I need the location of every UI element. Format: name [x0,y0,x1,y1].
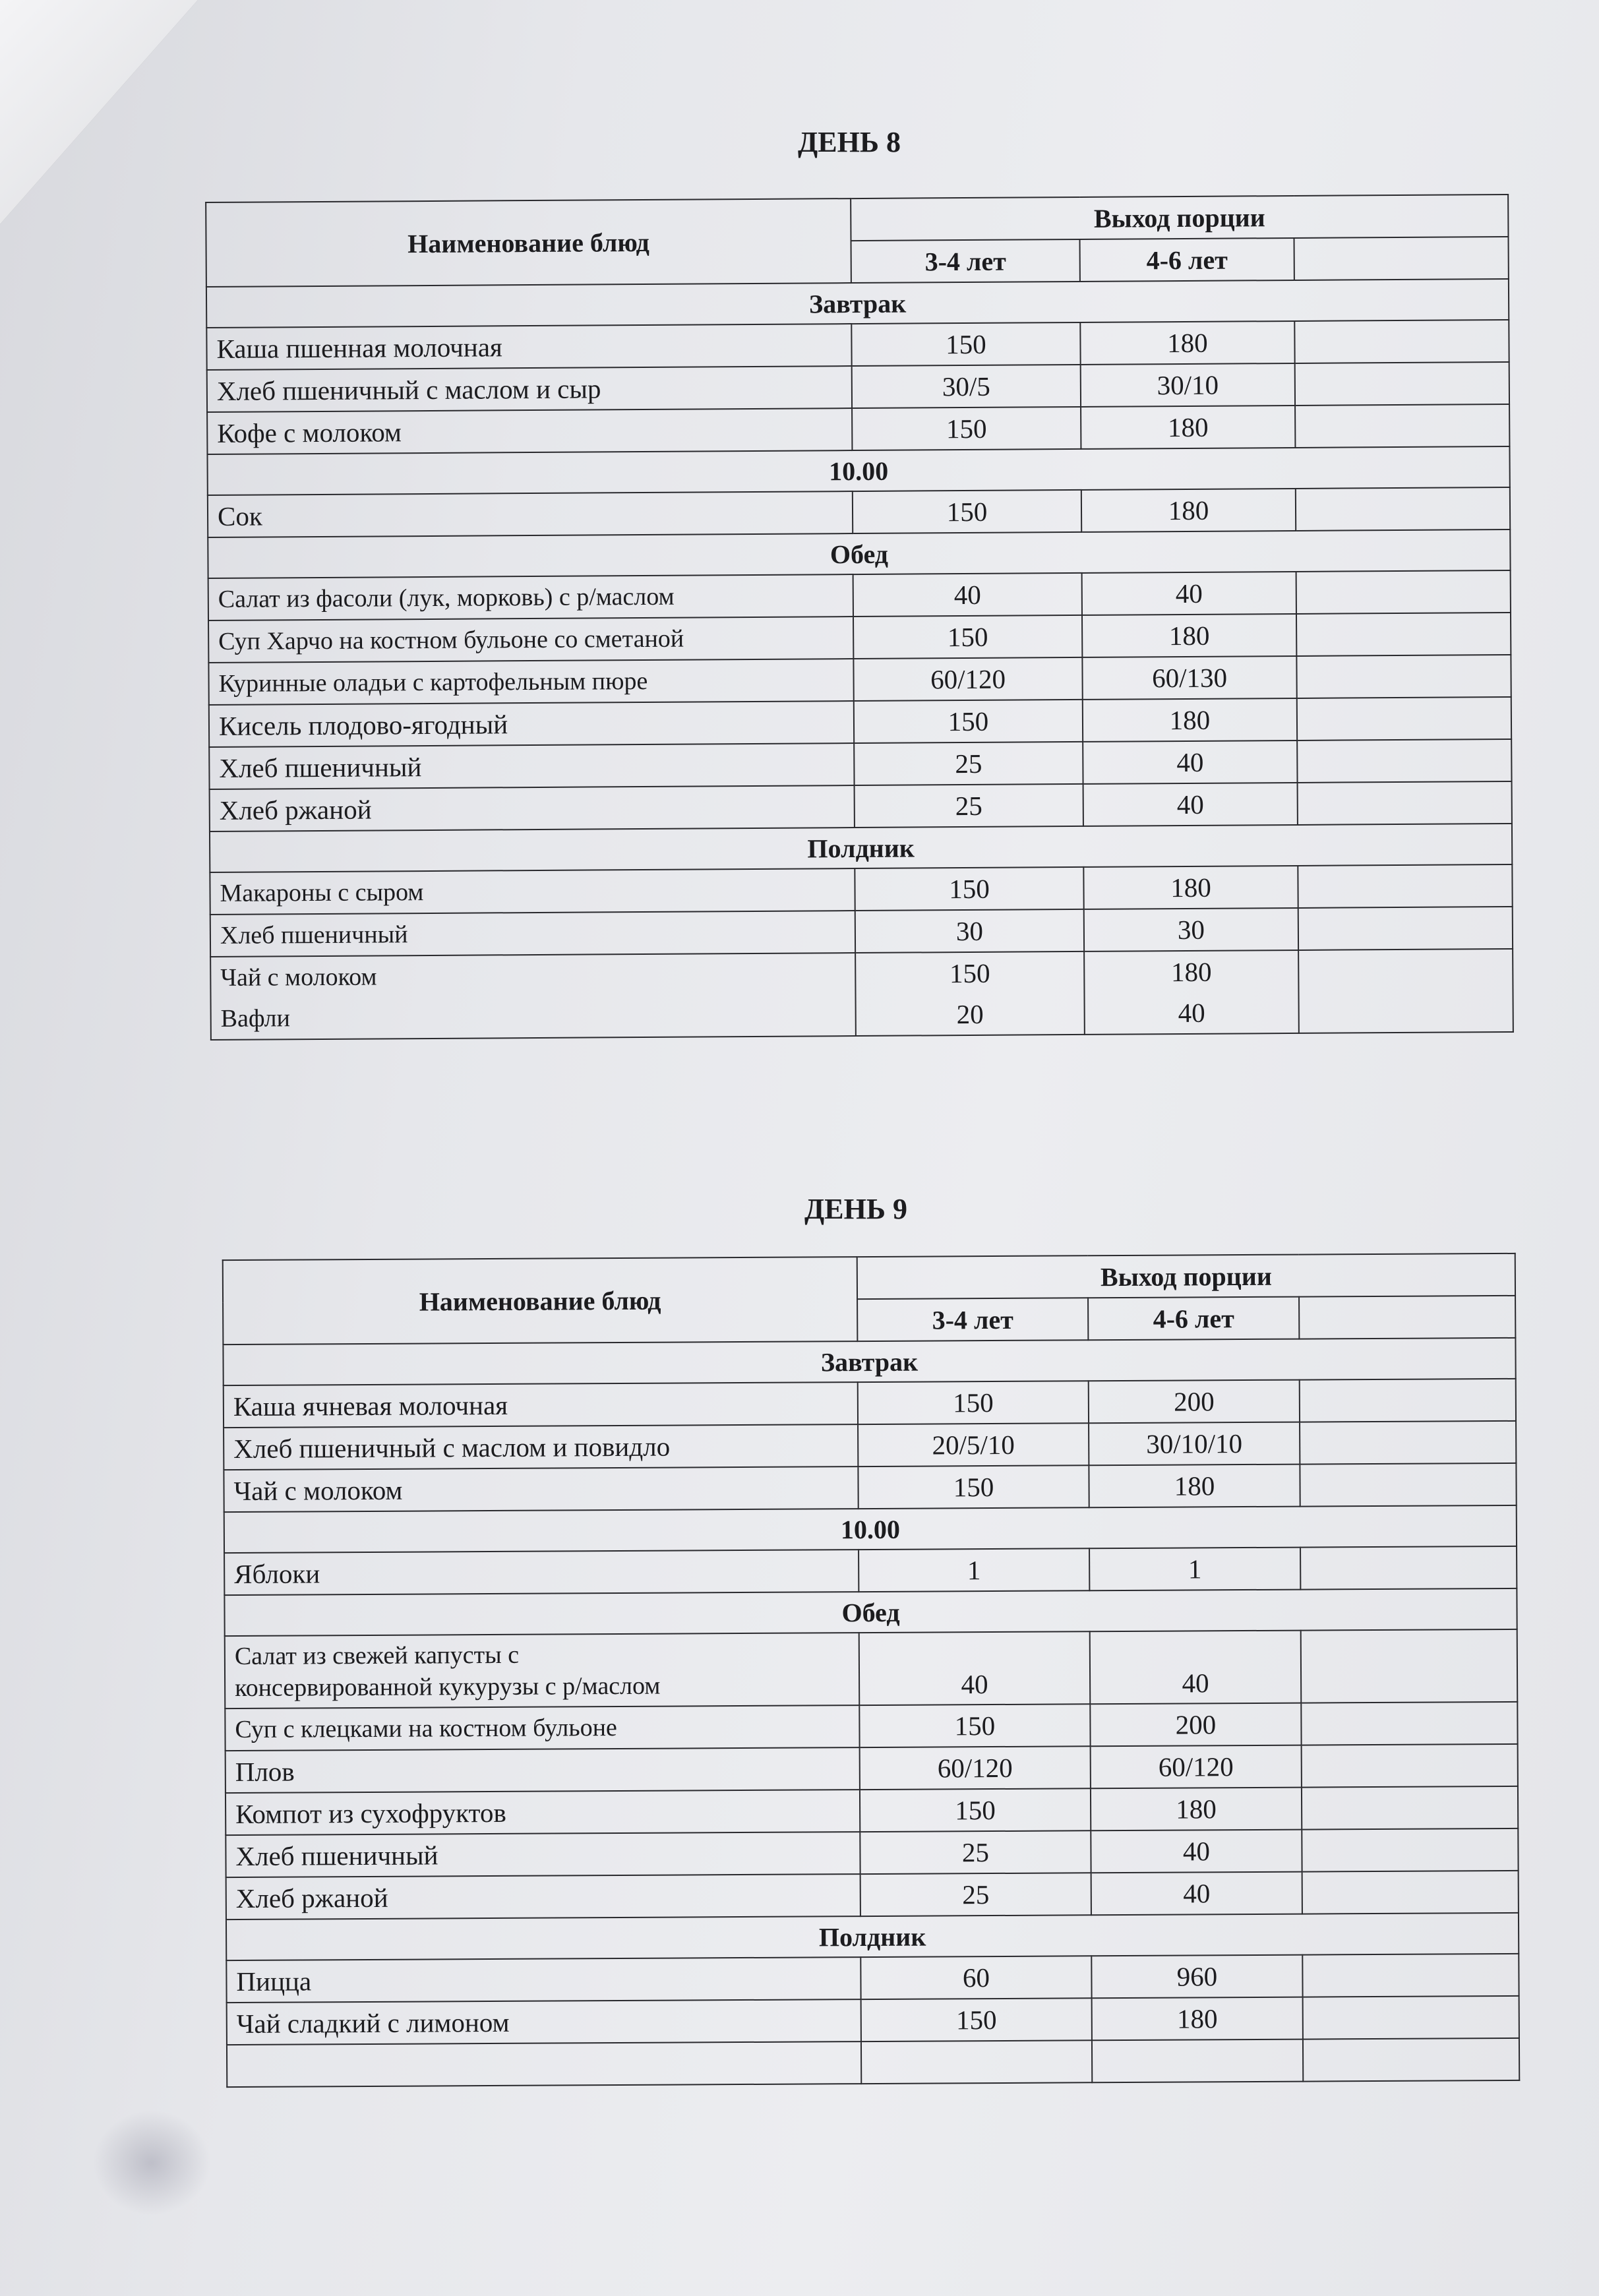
portion-3-4: 150 [851,322,1080,366]
table-row [206,320,1509,370]
empty-cell [1301,1629,1518,1703]
empty-cell [1300,1379,1516,1422]
table-row [208,487,1510,537]
day-8-title: ДЕНЬ 8 [798,126,901,158]
dish-name: Хлеб пшеничный [210,911,855,957]
table-row [209,739,1511,789]
portion-4-6: 30/10/10 [1089,1422,1300,1466]
empty-cell [1302,1954,1519,1997]
header-age-4-6: 4-6 лет [1080,238,1294,282]
empty-cell [1294,320,1509,363]
table-row [225,1629,1518,1708]
dish-name: Хлеб пшеничный с маслом и сыр [207,366,852,412]
portion-4-6: 180 [1080,321,1294,365]
dish-name: Каша пшенная молочная [206,324,851,370]
header-age-3-4: 3-4 лет [857,1298,1088,1341]
dish-name: Хлеб пшеничный с маслом и повидло [224,1424,858,1470]
empty-cell [1296,570,1511,614]
empty-cell [1302,1786,1518,1830]
table-row [224,1421,1516,1470]
portion-3-4: 25 [860,1873,1091,1916]
header-portion-yield: Выход порции [851,195,1508,241]
portion-3-4: 150 [949,957,990,989]
portion-3-4: 40 [853,573,1082,617]
portion-4-6: 40 [1083,783,1298,826]
portion-4-6: 1 [1089,1548,1300,1591]
dish-name: Суп Харчо на костном бульоне со сметаной [208,617,853,663]
portion-4-6: 30/10 [1081,363,1295,407]
table-row [207,404,1509,454]
empty-cell [1296,613,1511,656]
table-row [210,949,1513,1040]
portion-3-4: 20/5/10 [858,1423,1089,1466]
portion-4-6: 60/130 [1082,656,1296,700]
table-row [227,1996,1519,2045]
portion-3-4: 150 [853,490,1081,533]
empty-cell [1302,1828,1518,1872]
dish-name-continued: консервированной кукурузы с р/маслом [235,1672,661,1703]
section-afternoon-snack: Полдник [210,824,1512,872]
empty-cell [1295,404,1509,448]
dish-name: Чай сладкий с лимоном [227,1999,861,2045]
portion-3-4: 150 [855,867,1083,911]
table-row [208,655,1511,705]
dish-name: Яблоки [224,1550,859,1595]
portion-4-6: 180 [1091,1788,1302,1831]
day-8-menu-table [205,194,1514,1041]
header-age-4-6: 4-6 лет [1088,1297,1299,1341]
portion-3-4: 25 [860,1830,1091,1874]
empty-cell [1303,1996,1519,2039]
header-dish-name: Наименование блюд [223,1257,858,1344]
portion-4-6-merged [1084,950,1299,1035]
dish-name: Куринные оладьи с картофельным пюре [208,659,853,705]
portion-4-6: 180 [1089,1465,1300,1508]
dish-name: Хлеб ржаной [210,785,855,831]
table-row [208,570,1511,620]
header-dish-name: Наименование блюд [206,198,851,287]
header-empty [1294,237,1508,280]
portion-3-4: 25 [854,742,1083,785]
portion-4-6: 40 [1178,997,1205,1029]
empty-cell [1297,739,1511,783]
table-row [210,907,1513,957]
dish-name-two-line [225,1633,860,1708]
day-9-menu-table [222,1253,1521,2088]
dish-name: Пицца [226,1957,860,2003]
empty-cell [1298,864,1512,908]
portion-3-4: 30/5 [852,365,1081,408]
day-9-title: ДЕНЬ 9 [804,1193,907,1225]
section-snack-10: 10.00 [224,1505,1517,1553]
smudge [92,2110,211,2216]
table-row [208,613,1511,663]
portion-3-4: 150 [860,1788,1091,1832]
empty-cell [1295,362,1509,406]
empty-cell [1298,907,1513,950]
dish-name: Вафли [220,1004,291,1033]
portion-3-4: 1 [859,1548,1089,1592]
empty-cell [1296,655,1511,698]
portion-4-6: 960 [1091,1955,1302,1999]
portion-4-6: 30 [1084,908,1298,952]
table-row [226,1744,1518,1793]
table-row [226,1786,1518,1835]
portion-3-4: 150 [861,1998,1092,2041]
table-row [226,1871,1519,1919]
empty-cell [1302,1871,1519,1914]
empty-cell [1300,1546,1517,1590]
dish-name: Хлеб ржаной [226,1874,860,1919]
portion-3-4: 25 [855,784,1083,828]
portion-4-6: 180 [1170,956,1212,988]
dish-name: Хлеб пшеничный [209,743,854,789]
portion-4-6 [1092,2039,1303,2083]
empty-cell [1301,1702,1517,1745]
portion-4-6: 180 [1082,614,1296,657]
table-row [210,781,1512,831]
section-breakfast: Завтрак [223,1338,1515,1385]
empty-cell [1303,2038,1519,2082]
table-row [209,697,1511,747]
section-lunch: Обед [224,1588,1517,1636]
section-lunch: Обед [208,529,1510,578]
portion-4-6: 40 [1082,572,1296,615]
section-afternoon-snack: Полдник [226,1913,1519,1960]
dish-name: Каша ячневая молочная [224,1382,858,1428]
dish-name: Кисель плодово-ягодный [209,701,854,747]
portion-3-4: 150 [858,1381,1089,1424]
dish-name: Чай с молоком [220,963,377,992]
portion-3-4: 150 [854,700,1083,743]
dish-name-merged [210,953,856,1040]
table-row [227,2038,1519,2087]
portion-4-6: 40 [1091,1872,1302,1916]
portion-4-6: 200 [1090,1703,1301,1747]
table-row [224,1379,1516,1428]
table-row [224,1463,1516,1512]
dish-name: Суп с клецками на костном бульоне [225,1705,859,1751]
empty-cell [1296,487,1510,531]
portion-3-4: 60 [860,1956,1091,1999]
portion-3-4: 150 [858,1465,1089,1509]
portion-3-4: 150 [853,615,1082,659]
table-row [225,1702,1517,1751]
table-row [210,864,1512,915]
portion-3-4: 60/120 [860,1746,1091,1790]
portion-3-4-merged [855,952,1085,1036]
empty-cell [1300,1421,1516,1465]
portion-4-6: 180 [1083,866,1298,909]
portion-4-6: 40 [1091,1830,1302,1873]
portion-4-6: 200 [1089,1380,1300,1424]
header-portion-yield: Выход порции [857,1254,1515,1299]
empty-cell [1300,1463,1516,1507]
dish-name: Салат из свежей капусты с [234,1641,520,1671]
portion-3-4: 40 [859,1631,1091,1705]
portion-3-4: 150 [859,1704,1090,1747]
dish-name: Макароны с сыром [210,868,855,915]
dish-name: Чай с молоком [224,1466,858,1512]
portion-3-4 [861,2040,1092,2084]
header-empty [1299,1296,1515,1339]
portion-3-4: 20 [956,998,984,1030]
portion-4-6: 180 [1081,489,1296,532]
portion-4-6: 180 [1081,406,1295,449]
empty-cell [1298,949,1513,1033]
dish-name: Кофе с молоком [207,408,852,454]
section-breakfast: Завтрак [206,279,1509,328]
section-snack-10: 10.00 [207,446,1509,495]
header-age-3-4: 3-4 лет [851,239,1080,283]
empty-cell [1297,697,1511,740]
empty-cell [1298,781,1512,825]
dish-name: Хлеб пшеничный [226,1832,860,1877]
dish-name: Компот из сухофруктов [226,1790,860,1835]
portion-3-4: 150 [852,407,1081,450]
portion-4-6: 180 [1092,1997,1303,2041]
portion-4-6: 60/120 [1091,1745,1302,1789]
portion-3-4: 30 [855,909,1084,953]
dish-name: Салат из фасоли (лук, морковь) с р/маслом [208,574,853,620]
dish-name: Сок [208,491,853,537]
portion-4-6: 40 [1090,1631,1302,1705]
table-row [224,1546,1517,1595]
table-row [226,1954,1519,2003]
empty-cell [1302,1744,1518,1788]
dish-name [227,2041,861,2087]
dish-name: Плов [226,1747,860,1793]
portion-3-4: 60/120 [853,657,1082,701]
portion-4-6: 40 [1083,740,1297,784]
table-row [207,362,1509,412]
table-row [226,1828,1518,1877]
portion-4-6: 180 [1083,698,1297,742]
